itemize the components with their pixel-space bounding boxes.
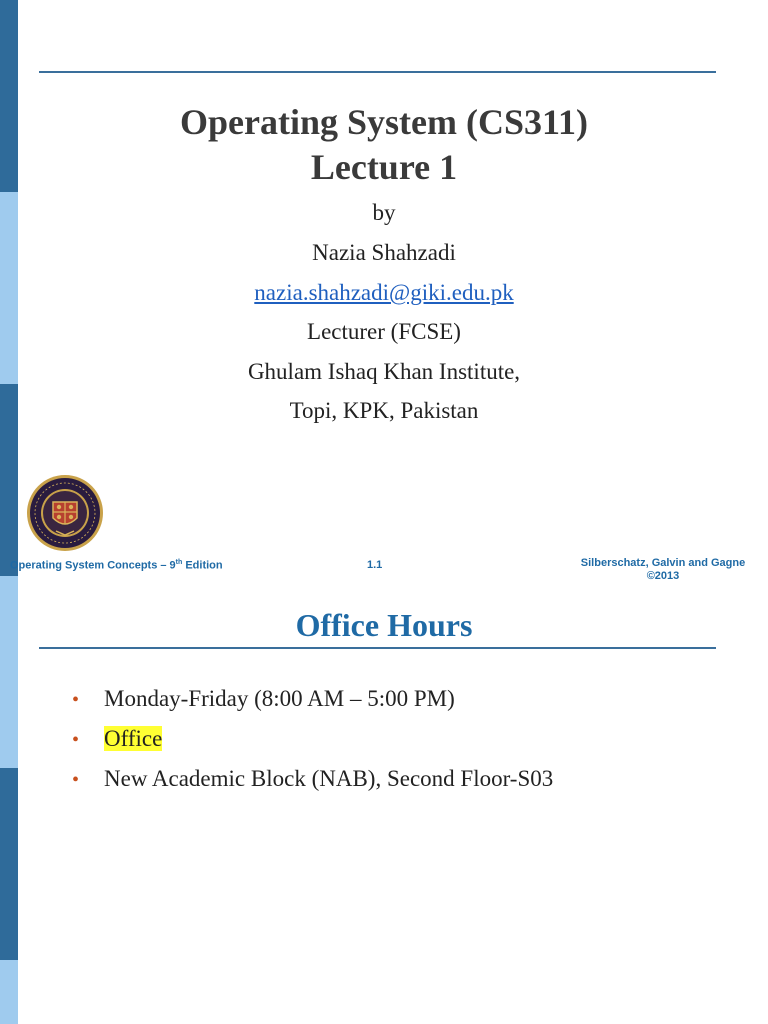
title-divider <box>39 71 716 73</box>
author-name: Nazia Shahzadi <box>312 240 456 265</box>
email-line <box>0 278 768 308</box>
bullet-icon: • <box>72 689 80 711</box>
office-hours-title: Office Hours <box>295 607 473 643</box>
bullet-text: Monday-Friday (8:00 AM – 5:00 PM) <box>104 686 455 711</box>
author-position: Lecturer (FCSE) <box>307 319 461 344</box>
list-item <box>72 684 455 715</box>
footer-authors: Silberschatz, Galvin and Gagne ©2013 <box>580 557 746 581</box>
institute-location: Topi, KPK, Pakistan <box>289 398 479 423</box>
side-stripe-light <box>0 960 18 1024</box>
by-label: by <box>372 200 396 225</box>
slide-title: Operating System (CS311) <box>180 102 588 142</box>
bullet-text: New Academic Block (NAB), Second Floor-S03 <box>104 766 554 791</box>
bullet-icon: • <box>72 769 80 791</box>
email-link[interactable]: nazia.shahzadi@giki.edu.pk <box>254 280 514 305</box>
office-hours-divider <box>39 647 716 649</box>
footer-slide-number: 1.1 <box>367 559 383 571</box>
bullet-text-highlighted: Office <box>104 726 163 751</box>
side-stripe-dark <box>0 768 18 960</box>
lecture-number: Lecture 1 <box>310 147 458 187</box>
institute-name: Ghulam Ishaq Khan Institute, <box>247 359 521 384</box>
bullet-icon: • <box>72 729 80 751</box>
list-item <box>72 764 553 795</box>
list-item <box>72 724 162 755</box>
university-seal-icon <box>26 474 104 552</box>
footer-book-title: Operating System Concepts – 9th Edition <box>10 559 223 572</box>
